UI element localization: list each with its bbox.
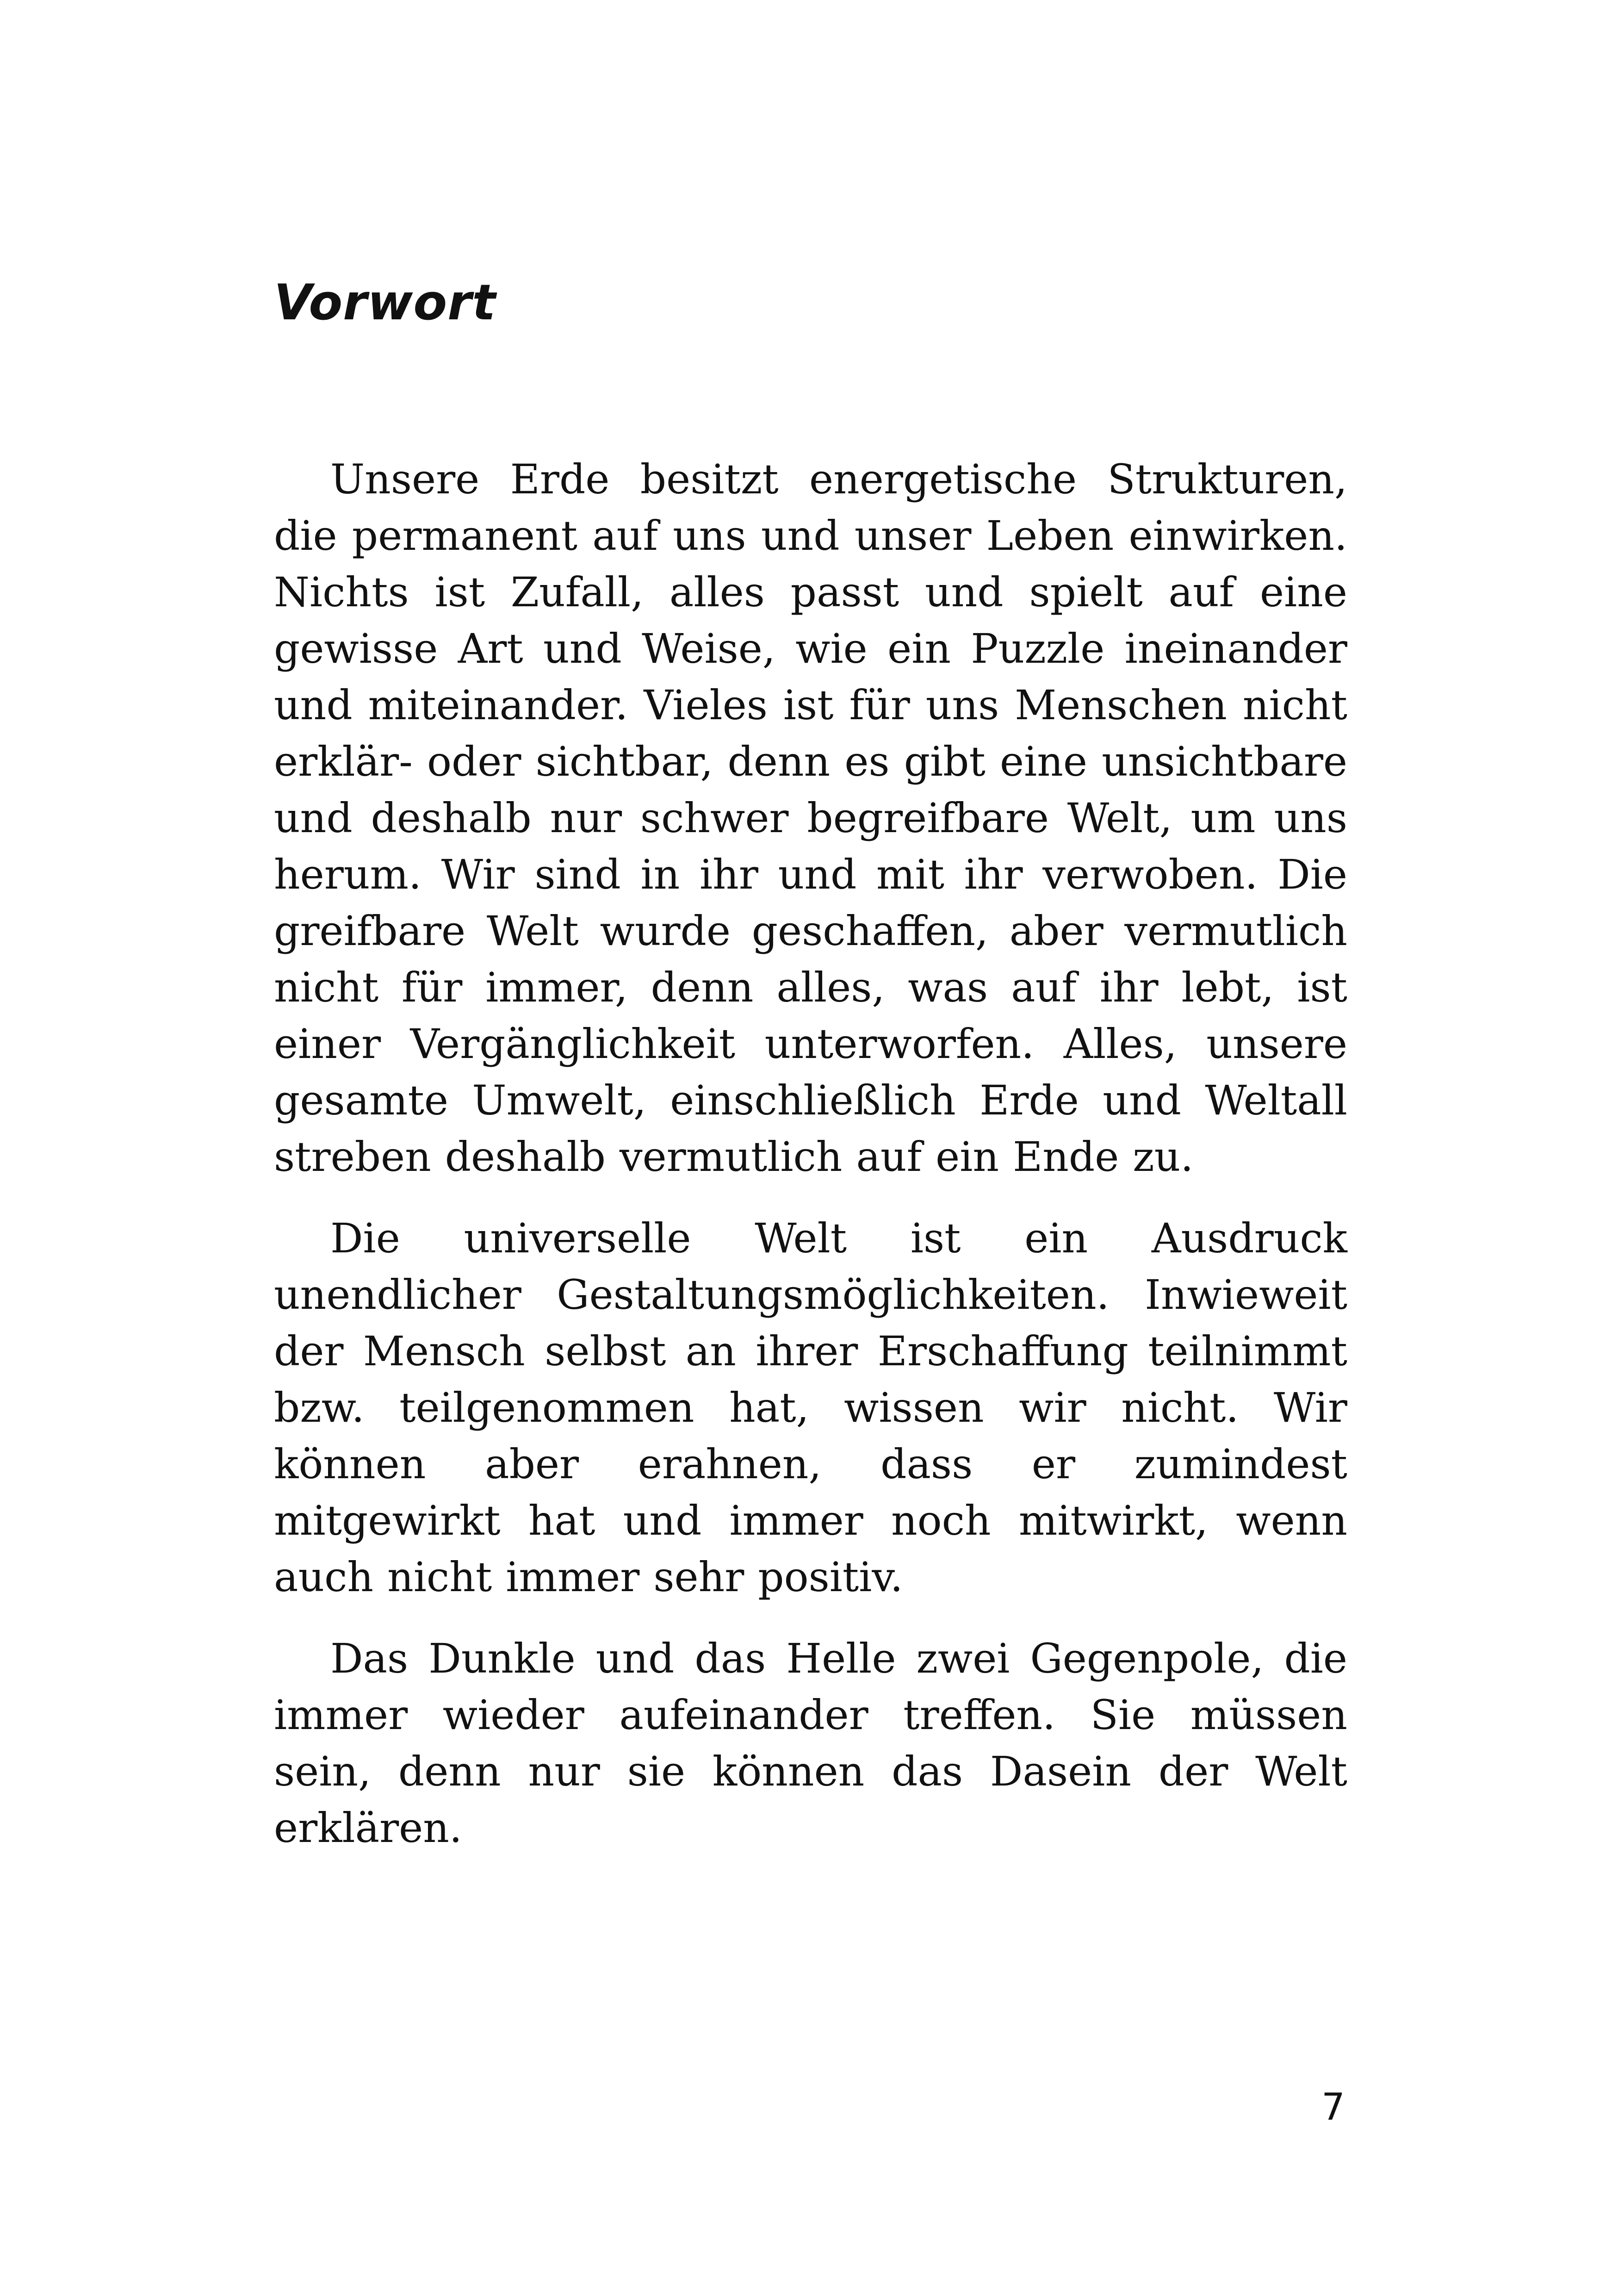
page-number: 7 <box>1321 2085 1345 2128</box>
paragraph-1: Unsere Erde besitzt energetische Strukturen, die permanent auf uns und unser Leben einwirken. Nichts ist Zufall, alles passt und spielt auf eine gewisse Art und Weise, wie ein Puzzle ineinander und miteinander. Vieles ist für uns Menschen nicht erklär- oder sichtbar, denn es gibt eine unsichtbare und deshalb nur schwer begreifbare Welt, um uns herum. Wir sind in ihr und mit ihr verwoben. Die greifbare Welt wurde geschaffen, aber vermutlich nicht für immer, denn alles, was auf ihr lebt, ist einer Vergänglichkeit unterworfen. Alles, unsere gesamte Umwelt, einschließlich Erde und Weltall streben deshalb vermutlich auf ein Ende zu. <box>274 455 1347 1181</box>
paragraph-3: Das Dunkle und das Helle zwei Gegenpole, die immer wieder aufeinander treffen. Sie müssen sein, denn nur sie können das Dasein der Welt erklären. <box>274 1635 1347 1852</box>
body-text <box>274 451 1347 1881</box>
paragraph-2: Die universelle Welt ist ein Ausdruck unendlicher Gestaltungsmöglichkeiten. Inwieweit der Mensch selbst an ihrer Erschaffung teilnimmt bzw. teilgenommen hat, wissen wir nicht. Wir können aber erahnen, dass er zumindest mitgewirkt hat und immer noch mitwirkt, wenn auch nicht immer sehr positiv. <box>274 1214 1347 1601</box>
page-heading: Vorwort <box>274 274 496 331</box>
